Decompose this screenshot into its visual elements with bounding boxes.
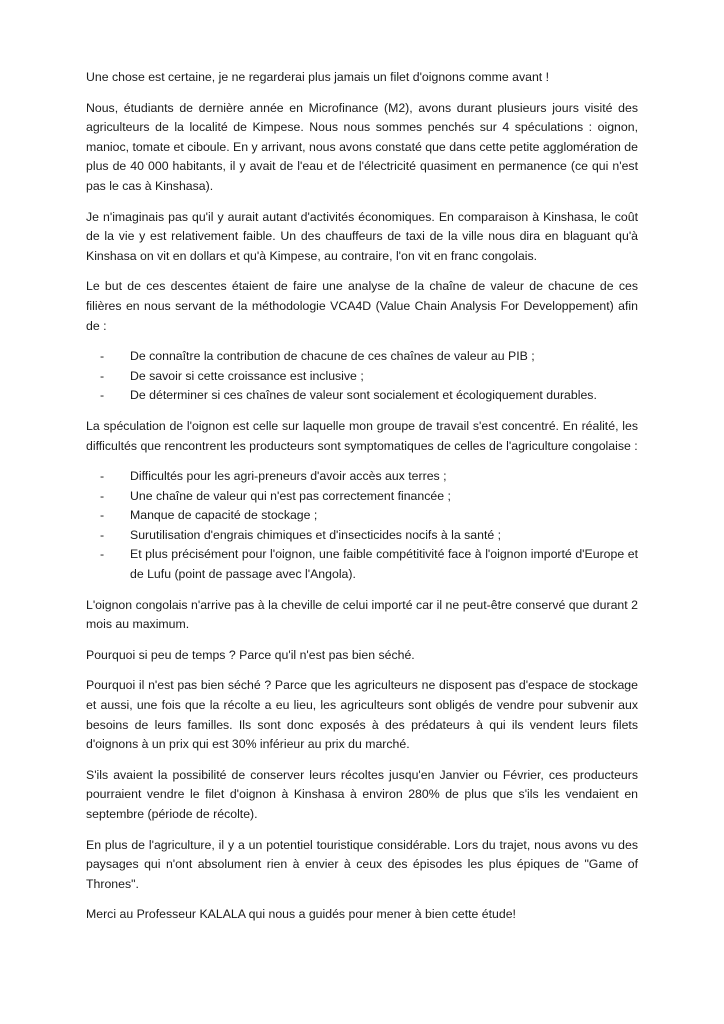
bullet-dash: - [100, 349, 105, 364]
bullet-dash: - [100, 388, 105, 403]
list-item [86, 545, 638, 584]
paragraph-tourism: En plus de l'agriculture, il y a un potentiel touristique considérable. Lors du trajet, nous avons vu des paysages qui n'ont absolument rien à envier à ceux des épisodes les plus épiques de "Game of Thrones". [86, 837, 638, 891]
list-item-text: De déterminer si ces chaînes de valeur sont socialement et écologiquement durables. [130, 388, 597, 403]
paragraph-economy: Je n'imaginais pas qu'il y aurait autant d'activités économiques. En comparaison à Kinshasa, le coût de la vie y est relativement faible. Un des chauffeurs de taxi de la ville nous dira en blaguant qu'à Kinshasa on vit en dollars et qu'à Kimpese, au contraire, l'on vit en franc congolais. [86, 209, 638, 263]
list-item [86, 386, 638, 406]
bullet-dash: - [100, 527, 105, 542]
list-item [86, 367, 638, 387]
paragraph-conservation: L'oignon congolais n'arrive pas à la cheville de celui importé car il ne peut-être conservé que durant 2 mois au maximum. [86, 597, 638, 632]
list-item-text: Et plus précisément pour l'oignon, une faible compétitivité face à l'oignon importé d'Europe et de Lufu (point de passage avec l'Angola). [130, 547, 638, 582]
list-item [86, 487, 638, 507]
list-item [86, 467, 638, 487]
list-item [86, 347, 638, 367]
bullet-dash: - [100, 547, 105, 562]
list-item-text: Surutilisation d'engrais chimiques et d'insecticides nocifs à la santé ; [130, 527, 502, 542]
paragraph-why-not-dried: Pourquoi il n'est pas bien séché ? Parce que les agriculteurs ne disposent pas d'espace de stockage et aussi, une fois que la récolte a eu lieu, les agriculteurs sont obligés de vendre pour subvenir aux besoins de leurs familles. Ils sont donc exposés à des prédateurs à qui ils vendent leurs filets d'oignons à un prix qui est 30% inférieur au prix du marché. [86, 678, 638, 752]
bullet-dash: - [100, 508, 105, 523]
bullet-dash: - [100, 368, 105, 383]
list-item [86, 526, 638, 546]
bullet-dash: - [100, 488, 105, 503]
objectives-list [86, 347, 638, 406]
list-item-text: Une chaîne de valeur qui n'est pas correctement financée ; [130, 488, 451, 503]
list-item [86, 506, 638, 526]
paragraph-why-short: Pourquoi si peu de temps ? Parce qu'il n'est pas bien séché. [86, 647, 415, 662]
paragraph-purpose: Le but de ces descentes étaient de faire une analyse de la chaîne de valeur de chacune de ces filières en nous servant de la méthodologie VCA4D (Value Chain Analysis For Developpement) afin de : [86, 279, 638, 333]
paragraph-intro: Une chose est certaine, je ne regarderai plus jamais un filet d'oignons comme avant ! [86, 70, 550, 84]
list-item-text: Manque de capacité de stockage ; [130, 508, 318, 523]
paragraph-onion-focus: La spéculation de l'oignon est celle sur laquelle mon groupe de travail s'est concentré. En réalité, les difficultés que rencontrent les producteurs sont symptomatiques de celles de l'agriculture congolaise : [86, 418, 638, 453]
paragraph-storage-gain: S'ils avaient la possibilité de conserver leurs récoltes jusqu'en Janvier ou Février, ces producteurs pourraient vendre le filet d'oignon à Kinshasa à environ 280% de plus que s'ils les vendaient en septembre (période de récolte). [86, 767, 638, 821]
difficulties-list [86, 467, 638, 585]
list-item-text: De savoir si cette croissance est inclusive ; [130, 368, 364, 383]
list-item-text: Difficultés pour les agri-preneurs d'avoir accès aux terres ; [130, 469, 447, 484]
paragraph-thanks: Merci au Professeur KALALA qui nous a guidés pour mener à bien cette étude! [86, 907, 516, 922]
bullet-dash: - [100, 469, 105, 484]
list-item-text: De connaître la contribution de chacune de ces chaînes de valeur au PIB ; [130, 349, 535, 364]
paragraph-visit: Nous, étudiants de dernière année en Microfinance (M2), avons durant plusieurs jours visité des agriculteurs de la localité de Kimpese. Nous nous sommes penchés sur 4 spéculations : oignon, manioc, tomate et ciboule. En y arrivant, nous avons constaté que dans cette petite agglomération de plus de 40 000 habitants, il y avait de l'eau et de l'électricité quasiment en permanence (ce qui n'est pas le cas à Kinshasa). [86, 100, 638, 193]
